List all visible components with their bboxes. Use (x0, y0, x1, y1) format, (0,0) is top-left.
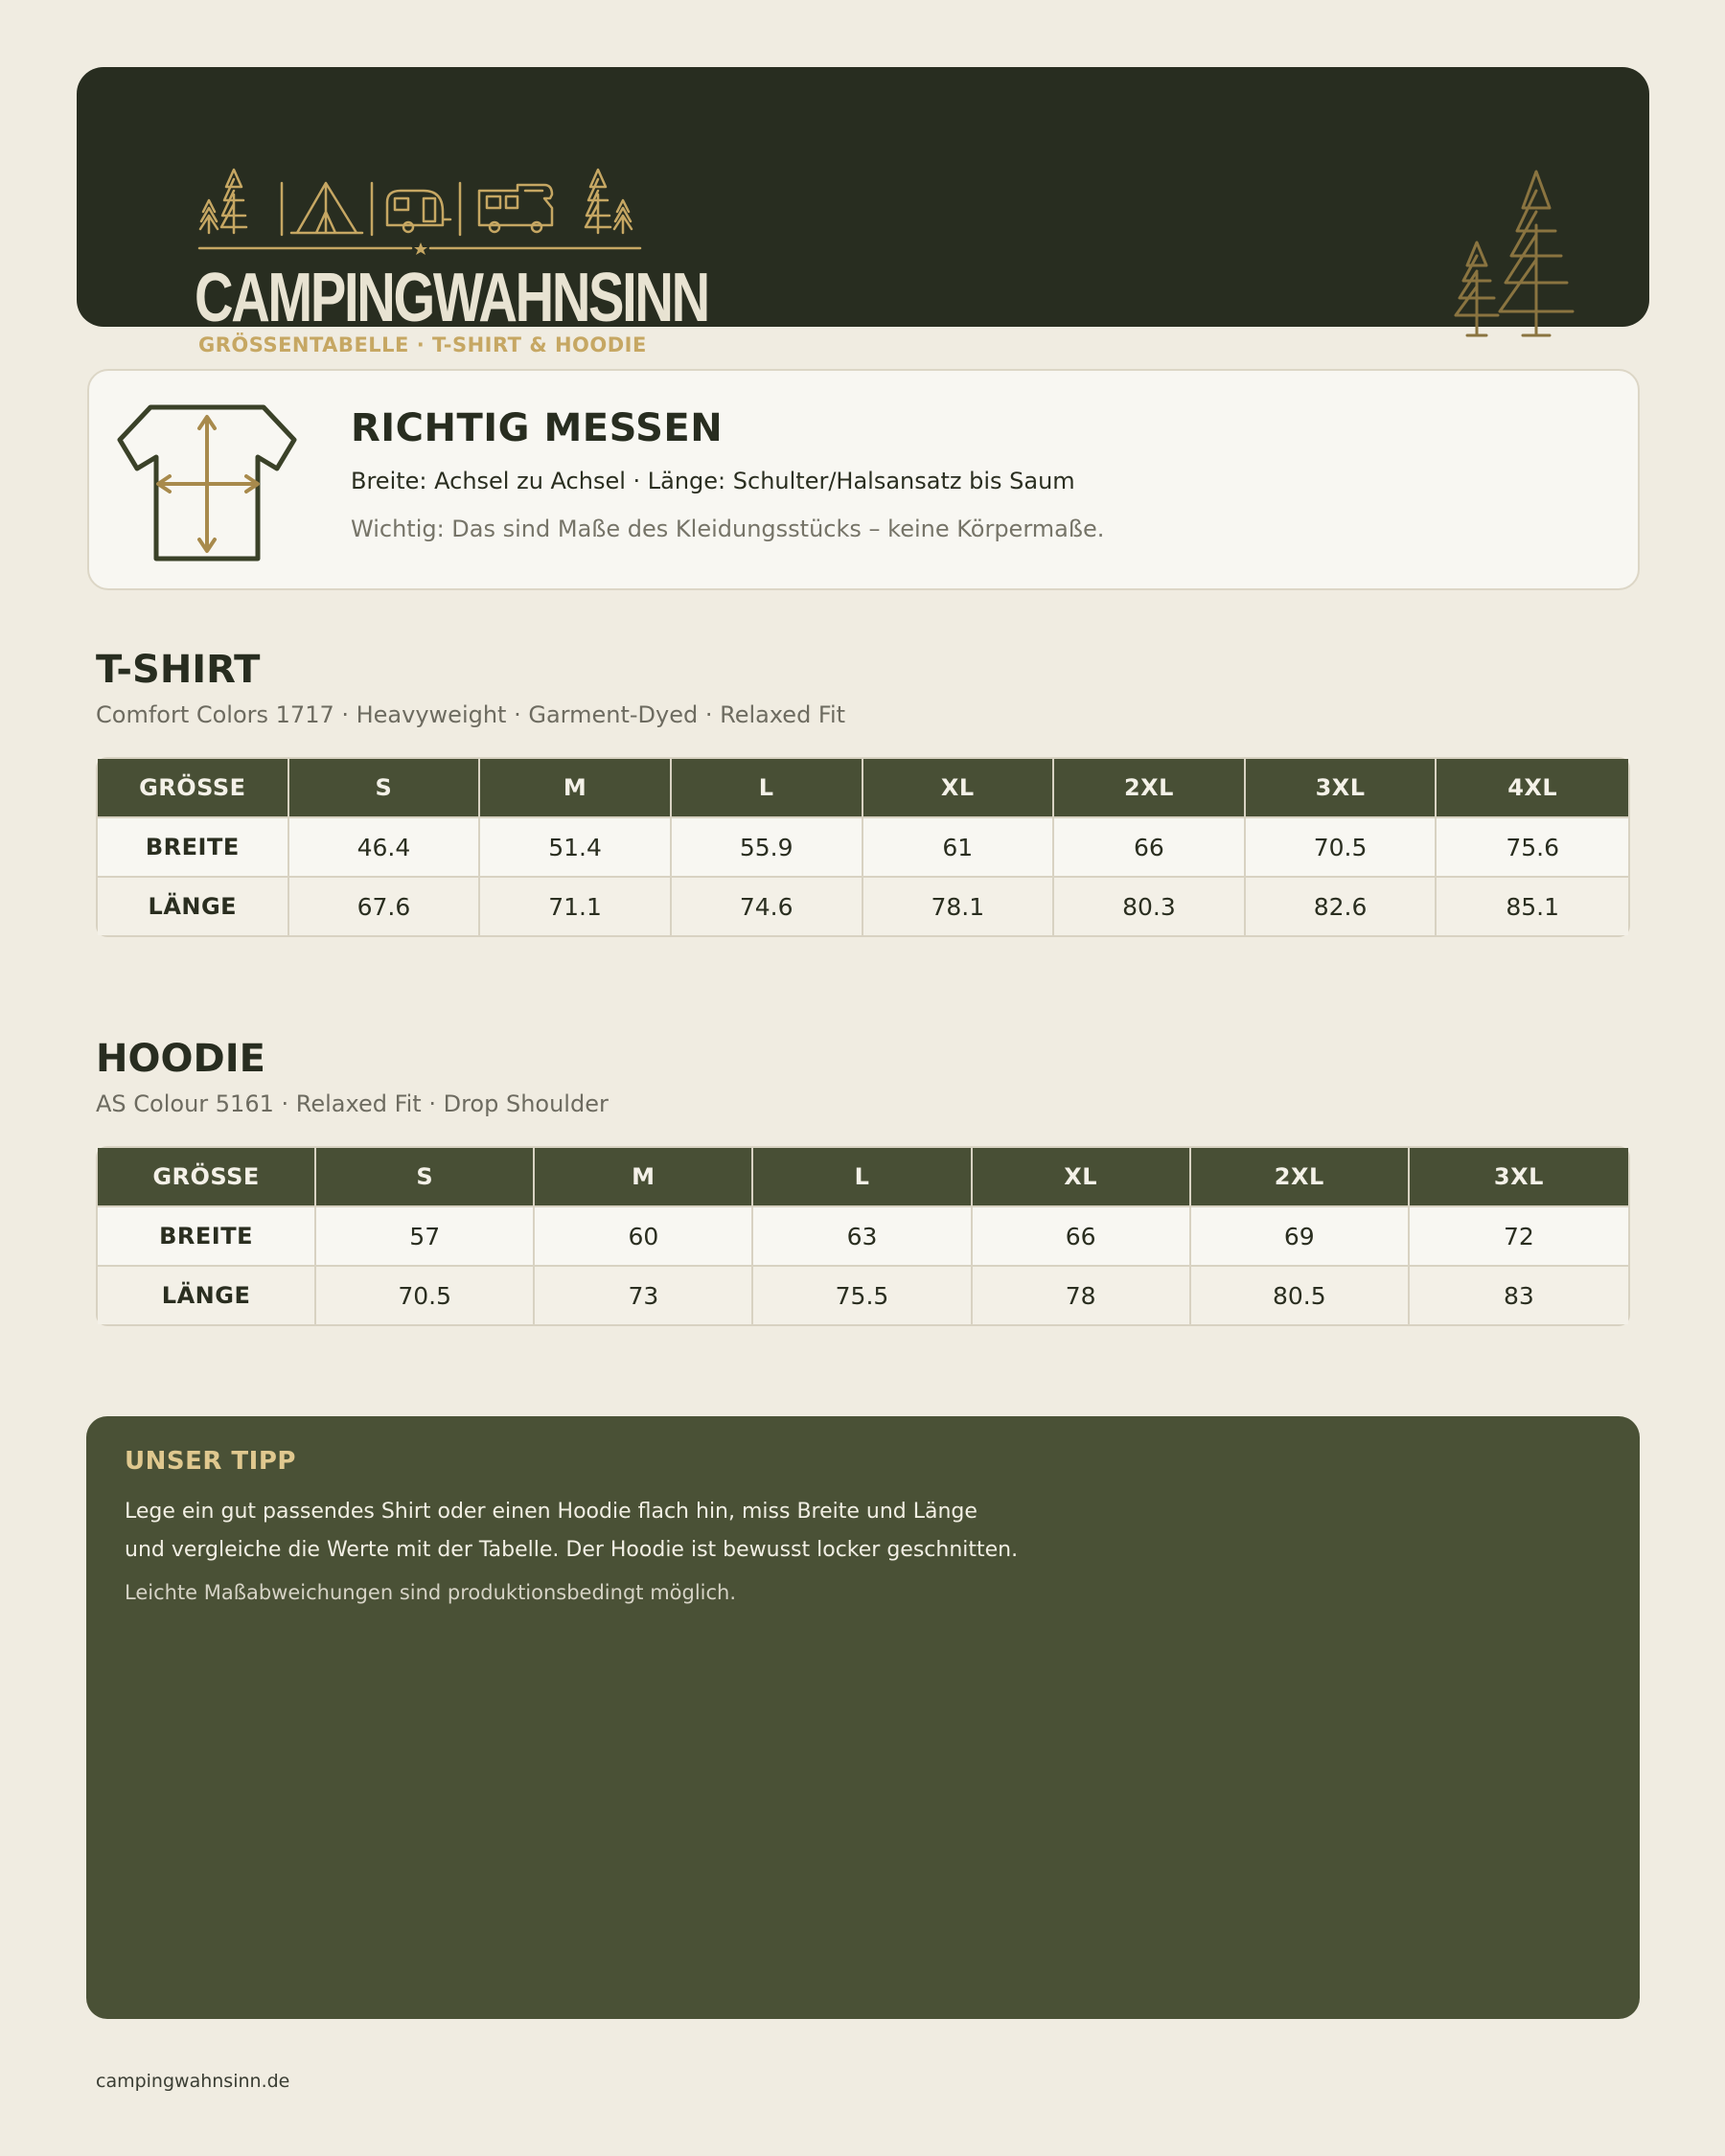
table-cell: 83 (1410, 1265, 1628, 1324)
hoodie-subtitle: AS Colour 5161 · Relaxed Fit · Drop Shoulder (96, 1090, 609, 1117)
hoodie-size-table (96, 1146, 1630, 1326)
table-cell: 46.4 (289, 816, 481, 876)
measure-note: Wichtig: Das sind Maße des Kleidungsstücks – keine Körpermaße. (351, 516, 1105, 542)
measure-instruction: Breite: Achsel zu Achsel · Länge: Schulter/Halsansatz bis Saum (351, 468, 1075, 494)
column-header: 3XL (1246, 759, 1438, 816)
measure-title: RICHTIG MESSEN (351, 406, 724, 450)
table-cell: 57 (316, 1205, 535, 1265)
table-cell: 61 (863, 816, 1055, 876)
footer-url: campingwahnsinn.de (96, 2071, 290, 2092)
tshirt-title: T-SHIRT (96, 648, 261, 692)
tshirt-size-table (96, 757, 1630, 937)
camping-logo-icon (196, 166, 646, 262)
table-cell: 75.6 (1437, 816, 1628, 876)
table-cell: 70.5 (316, 1265, 535, 1324)
row-label: BREITE (98, 1205, 316, 1265)
column-header: 2XL (1054, 759, 1246, 816)
column-header: S (289, 759, 481, 816)
column-header: 4XL (1437, 759, 1628, 816)
tip-card (86, 1416, 1640, 2019)
table-cell: 51.4 (480, 816, 672, 876)
table-cell: 80.5 (1191, 1265, 1410, 1324)
column-header: L (753, 1148, 972, 1205)
column-header: GRÖSSE (98, 1148, 316, 1205)
header-subtitle: GRÖSSENTABELLE · T-SHIRT & HOODIE (198, 333, 647, 356)
column-header: M (480, 759, 672, 816)
column-header: 3XL (1410, 1148, 1628, 1205)
tshirt-subtitle: Comfort Colors 1717 · Heavyweight · Garment-Dyed · Relaxed Fit (96, 701, 846, 728)
tip-title: UNSER TIPP (125, 1447, 296, 1476)
table-row (98, 1205, 1628, 1265)
table-cell: 78.1 (863, 876, 1055, 935)
table-cell: 71.1 (480, 876, 672, 935)
column-header: XL (863, 759, 1055, 816)
table-cell: 73 (535, 1265, 753, 1324)
column-header: M (535, 1148, 753, 1205)
table-cell: 67.6 (289, 876, 481, 935)
header-banner (77, 67, 1649, 356)
table-cell: 63 (753, 1205, 972, 1265)
column-header: L (672, 759, 863, 816)
column-header: XL (973, 1148, 1191, 1205)
pine-trees-icon (1452, 168, 1576, 340)
table-cell: 80.3 (1054, 876, 1246, 935)
table-row (98, 816, 1628, 876)
table-cell: 60 (535, 1205, 753, 1265)
measure-instructions-card (87, 369, 1640, 590)
column-header: GRÖSSE (98, 759, 289, 816)
table-cell: 69 (1191, 1205, 1410, 1265)
brand-name: CAMPINGWAHNSINN (195, 260, 708, 336)
table-row (98, 1265, 1628, 1324)
table-cell: 66 (1054, 816, 1246, 876)
tip-note: Leichte Maßabweichungen sind produktionsbedingt möglich. (125, 1581, 737, 1604)
column-header: S (316, 1148, 535, 1205)
tshirt-measure-icon (116, 401, 298, 564)
table-row (98, 876, 1628, 935)
tip-line: und vergleiche die Werte mit der Tabelle. Der Hoodie ist bewusst locker geschnitten. (125, 1538, 1019, 1562)
table-cell: 72 (1410, 1205, 1628, 1265)
table-cell: 85.1 (1437, 876, 1628, 935)
table-cell: 66 (973, 1205, 1191, 1265)
tip-text (125, 1493, 1018, 1570)
table-cell: 75.5 (753, 1265, 972, 1324)
tip-line: Lege ein gut passendes Shirt oder einen Hoodie flach hin, miss Breite und Länge (125, 1500, 978, 1524)
table-header-row (98, 1148, 1628, 1205)
table-header-row (98, 759, 1628, 816)
table-cell: 82.6 (1246, 876, 1438, 935)
table-cell: 55.9 (672, 816, 863, 876)
table-cell: 70.5 (1246, 816, 1438, 876)
table-cell: 74.6 (672, 876, 863, 935)
hoodie-title: HOODIE (96, 1037, 265, 1081)
column-header: 2XL (1191, 1148, 1410, 1205)
row-label: LÄNGE (98, 876, 289, 935)
row-label: LÄNGE (98, 1265, 316, 1324)
table-cell: 78 (973, 1265, 1191, 1324)
row-label: BREITE (98, 816, 289, 876)
